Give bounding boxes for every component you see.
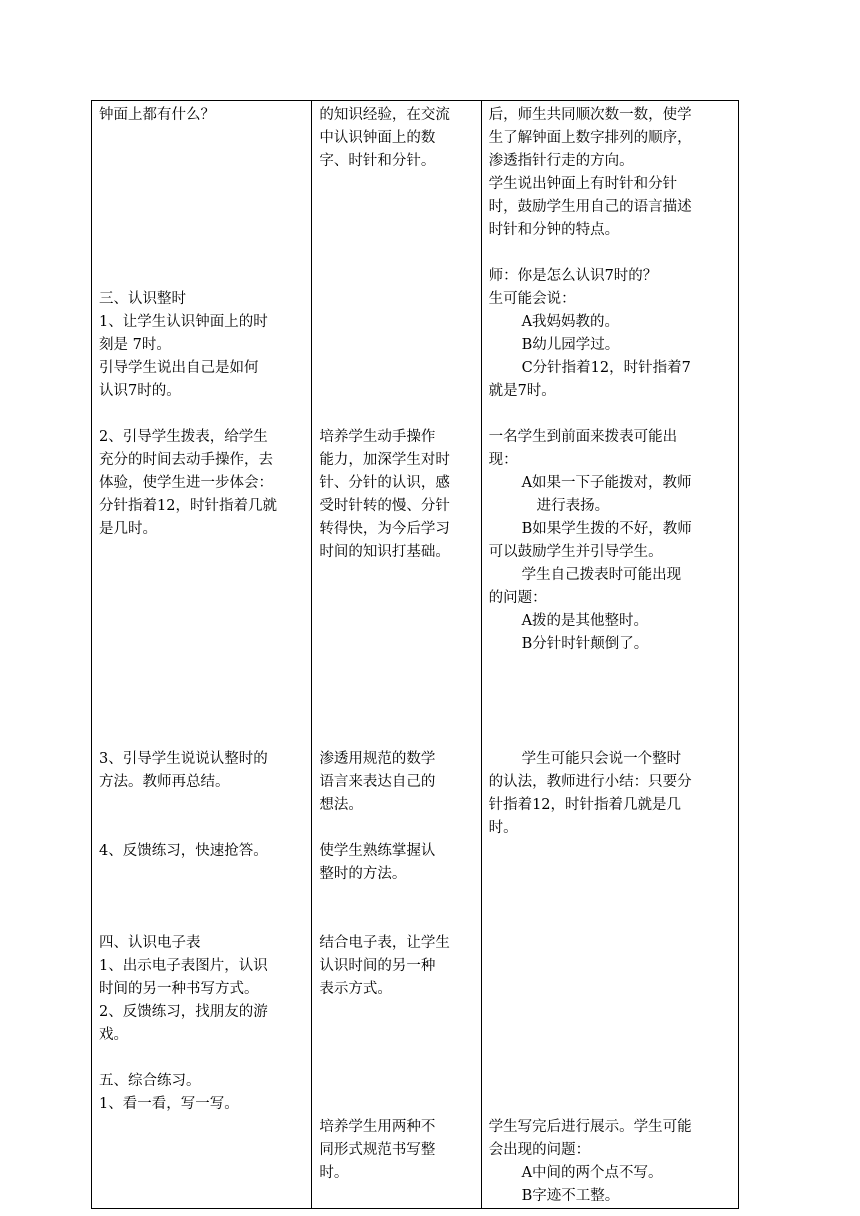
blank-line — [489, 955, 732, 978]
blank-line — [319, 403, 474, 426]
blank-line — [489, 978, 732, 1001]
blank-line — [319, 679, 474, 702]
blank-line — [99, 909, 305, 932]
blank-line — [319, 610, 474, 633]
text-line: 时间的知识打基础。 — [319, 544, 450, 560]
text-line: 三、认识整时 — [99, 291, 186, 307]
text-line: 方法。教师再总结。 — [99, 774, 230, 790]
text-line: 可以鼓励学生并引导学生。 — [488, 544, 663, 560]
text-line: A我妈妈教的。 — [521, 314, 620, 330]
blank-line — [319, 219, 474, 242]
blank-line — [99, 794, 305, 817]
blank-line — [99, 564, 305, 587]
text-line: 一名学生到前面来拨表可能出 — [488, 429, 678, 445]
text-line: 分针指着12，时针指着几就 — [99, 498, 277, 514]
blank-line — [489, 1070, 732, 1093]
text-line: 时针和分钟的特点。 — [488, 222, 620, 238]
text-line: 现： — [488, 452, 518, 468]
text-line: 的知识经验，在交流 — [319, 107, 450, 123]
blank-line — [319, 380, 474, 403]
text-line: 认识时间的另一种 — [319, 958, 436, 974]
text-line: 渗透指针行走的方向。 — [488, 153, 634, 169]
lesson-plan-table — [91, 100, 739, 1209]
text-line: 受时针转的慢、分针 — [319, 498, 450, 514]
blank-line — [319, 886, 474, 909]
text-line: 学生说出钟面上有时针和分针 — [488, 176, 678, 192]
text-line: 认识7时的。 — [99, 383, 181, 399]
blank-line — [319, 1070, 474, 1093]
blank-line — [99, 702, 305, 725]
text-line: A中间的两个点不写。 — [521, 1165, 663, 1181]
text-line: 的问题： — [488, 590, 547, 606]
text-line: B分针时针颠倒了。 — [521, 636, 649, 652]
blank-line — [99, 127, 305, 150]
text-line: 是几时。 — [99, 521, 157, 537]
teaching-process-column — [92, 101, 312, 1209]
blank-line — [99, 633, 305, 656]
text-line: 1、看一看，写一写。 — [99, 1096, 239, 1112]
text-line: 培养学生用两种不 — [319, 1119, 436, 1135]
text-line: 能力，加深学生对时 — [319, 452, 450, 468]
text-line: 结合电子表，让学生 — [319, 935, 450, 951]
blank-line — [489, 702, 732, 725]
text-line: 3、引导学生说说认整时的 — [99, 751, 268, 767]
text-line: 语言来表达自己的 — [319, 774, 436, 790]
blank-line — [319, 725, 474, 748]
text-line: 中认识钟面上的数 — [319, 130, 436, 146]
design-intent-column — [312, 101, 481, 1209]
text-line: 戏。 — [99, 1027, 128, 1043]
text-line: 想法。 — [319, 797, 363, 813]
text-line: B如果学生拨的不好，教师 — [521, 521, 692, 537]
text-line: 学生可能只会说一个整时 — [521, 751, 682, 767]
blank-line — [489, 679, 732, 702]
blank-line — [99, 817, 305, 840]
text-line: 生了解钟面上数字排列的顺序， — [488, 130, 692, 146]
blank-line — [489, 1093, 732, 1116]
text-line: 整时的方法。 — [319, 866, 407, 882]
blank-line — [489, 1024, 732, 1047]
text-line: A拨的是其他整时。 — [521, 613, 649, 629]
text-line: 四、认识电子表 — [99, 935, 201, 951]
blank-line — [99, 886, 305, 909]
blank-line — [319, 334, 474, 357]
text-line: 的认法，教师进行小结：只要分 — [488, 774, 692, 790]
blank-line — [489, 1047, 732, 1070]
text-line: 1、让学生认识钟面上的时 — [99, 314, 268, 330]
blank-line — [319, 1001, 474, 1024]
text-line: 转得快，为今后学习 — [319, 521, 450, 537]
blank-line — [489, 403, 732, 426]
blank-line — [319, 633, 474, 656]
text-line: C分针指着12，时针指着7 — [521, 360, 691, 376]
blank-line — [99, 610, 305, 633]
expected-response-column — [481, 101, 738, 1209]
text-line: 渗透用规范的数学 — [319, 751, 436, 767]
text-line: 时间的另一种书写方式。 — [99, 981, 259, 997]
text-line: 针指着12，时针指着几就是几 — [488, 797, 682, 813]
blank-line — [319, 173, 474, 196]
blank-line — [319, 656, 474, 679]
blank-line — [489, 242, 732, 265]
text-line: 时。 — [319, 1165, 349, 1181]
blank-line — [99, 587, 305, 610]
text-line: 时，鼓励学生用自己的语言描述 — [488, 199, 692, 215]
blank-line — [99, 725, 305, 748]
blank-line — [319, 288, 474, 311]
blank-line — [99, 403, 305, 426]
blank-line — [99, 219, 305, 242]
text-line: 引导学生说出自己是如何 — [99, 360, 259, 376]
blank-line — [489, 840, 732, 863]
text-line: 学生写完后进行展示。学生可能 — [488, 1119, 692, 1135]
blank-line — [319, 909, 474, 932]
text-line: 1、出示电子表图片，认识 — [99, 958, 268, 974]
text-line: B字迹不工整。 — [521, 1188, 620, 1204]
text-line: 刻是 7时。 — [99, 337, 171, 353]
blank-line — [489, 932, 732, 955]
blank-line — [319, 196, 474, 219]
blank-line — [489, 656, 732, 679]
text-line: 充分的时间去动手操作，去 — [99, 452, 273, 468]
text-line: 就是7时。 — [488, 383, 556, 399]
blank-line — [99, 150, 305, 173]
table-row — [92, 101, 739, 1209]
blank-line — [489, 886, 732, 909]
blank-line — [99, 173, 305, 196]
blank-line — [319, 311, 474, 334]
text-line: A如果一下子能拨对，教师 — [521, 475, 692, 491]
text-line: 师：你是怎么认识7时的？ — [488, 268, 658, 284]
text-line: 钟面上都有什么？ — [99, 107, 215, 123]
blank-line — [319, 265, 474, 288]
blank-line — [319, 1047, 474, 1070]
blank-line — [99, 863, 305, 886]
blank-line — [489, 863, 732, 886]
blank-line — [99, 242, 305, 265]
text-line: 体验，使学生进一步体会： — [99, 475, 273, 491]
blank-line — [319, 1024, 474, 1047]
text-line: 针、分针的认识，感 — [319, 475, 450, 491]
text-line: 表示方式。 — [319, 981, 392, 997]
text-line: 使学生熟练掌握认 — [319, 843, 436, 859]
blank-line — [319, 587, 474, 610]
text-line: 4、反馈练习，快速抢答。 — [99, 843, 268, 859]
blank-line — [99, 196, 305, 219]
text-line: 字、时针和分针。 — [319, 153, 436, 169]
blank-line — [99, 656, 305, 679]
blank-line — [319, 702, 474, 725]
text-line: 生可能会说： — [488, 291, 576, 307]
blank-line — [319, 242, 474, 265]
blank-line — [99, 265, 305, 288]
text-line: 后，师生共同顺次数一数，使学 — [488, 107, 692, 123]
blank-line — [99, 541, 305, 564]
blank-line — [489, 725, 732, 748]
text-line: 学生自己拨表时可能出现 — [521, 567, 682, 583]
blank-line — [489, 909, 732, 932]
blank-line — [319, 817, 474, 840]
text-line: 2、引导学生拨表，给学生 — [99, 429, 268, 445]
text-line: 会出现的问题： — [488, 1142, 591, 1158]
blank-line — [319, 357, 474, 380]
blank-line — [319, 564, 474, 587]
blank-line — [319, 1093, 474, 1116]
text-line: 时。 — [488, 820, 518, 836]
text-line: 2、反馈练习，找朋友的游 — [99, 1004, 268, 1020]
blank-line — [489, 1001, 732, 1024]
text-line: B幼儿园学过。 — [521, 337, 620, 353]
text-line: 进行表扬。 — [536, 498, 610, 514]
blank-line — [99, 1047, 305, 1070]
blank-line — [99, 679, 305, 702]
text-line: 同形式规范书写整 — [319, 1142, 436, 1158]
text-line: 五、综合练习。 — [99, 1073, 201, 1089]
text-line: 培养学生动手操作 — [319, 429, 436, 445]
